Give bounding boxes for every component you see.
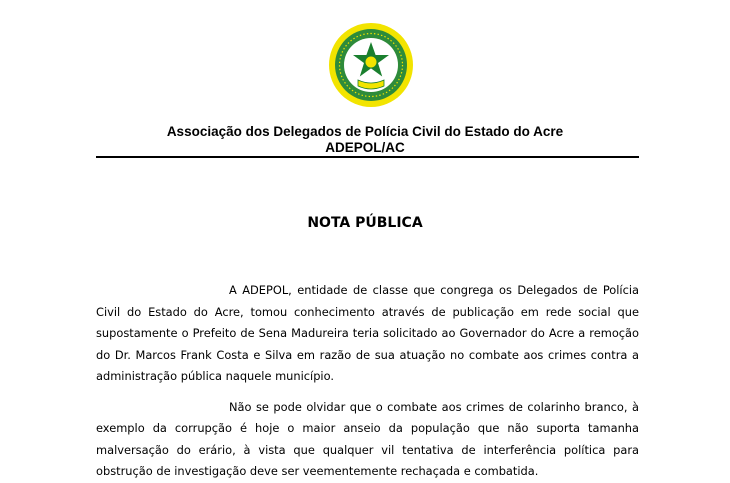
header-divider: [96, 156, 639, 158]
document-title: NOTA PÚBLICA: [307, 215, 423, 231]
body-paragraph: Não se pode olvidar que o combate aos crimes de colarinho branco, à exemplo da corrupção é hoje o maior anseio da população que não suporta tamanha malversação do erário, à vista que qualquer vil tentativa de interferência política para obstrução de investigação deve ser veementemente rechaçada e combatida.: [96, 399, 639, 478]
body-paragraph: A ADEPOL, entidade de classe que congrega os Delegados de Polícia Civil do Estado do Acre, tomou conhecimento através de publicação em rede social que supostamente o Prefeito de Sena Madureira teria solicitado ao Governador do Acre a remoção do Dr. Marcos Frank Costa e Silva em razão de sua atuação no combate aos crimes contra a administração pública naquele município.: [96, 283, 639, 383]
document-header: [0, 124, 730, 156]
organization-name: Associação dos Delegados de Polícia Civil do Estado do Acre: [166, 124, 564, 139]
adepol-logo: [328, 22, 414, 108]
document-body: [96, 280, 639, 483]
organization-acronym: ADEPOL/AC: [325, 140, 405, 155]
